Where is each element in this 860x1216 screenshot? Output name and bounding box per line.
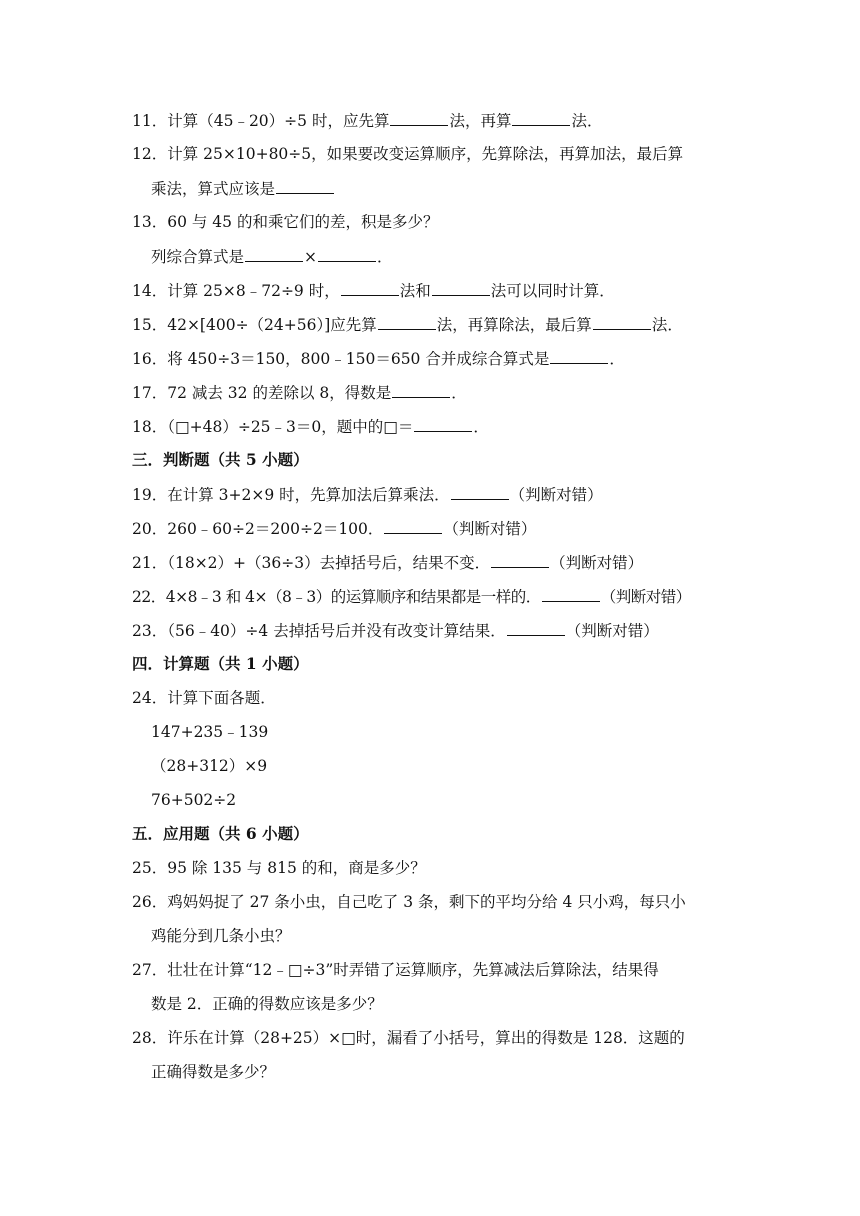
section-5-heading: 五．应用题（共 6 小题） [132, 824, 309, 843]
question-13-formula: 列综合算式是 × ． [151, 248, 393, 266]
answer-blank[interactable] [512, 110, 570, 126]
question-20: 20．260﹣60÷2＝200÷2＝100． （判断对错） [132, 520, 537, 538]
question-26-line2: 鸡能分到几条小虫？ [151, 927, 291, 945]
question-21: 21．（18×2）+（36÷3）去掉括号后，结果不变． （判断对错） [132, 554, 644, 572]
answer-blank[interactable] [318, 246, 376, 262]
question-16: 16．将 450÷3＝150，800﹣150＝650 合并成综合算式是 ． [132, 350, 625, 368]
question-28-line2: 正确得数是多少？ [151, 1063, 276, 1081]
answer-blank[interactable] [245, 246, 303, 262]
answer-blank[interactable] [414, 416, 472, 432]
answer-blank[interactable] [392, 382, 450, 398]
answer-blank[interactable] [593, 314, 651, 330]
question-14: 14．计算 25×8﹣72÷9 时， 法和 法可以同时计算． [132, 282, 615, 300]
question-28-line1: 28．许乐在计算（28+25）×□时，漏看了小括号，算出的得数是 128．这题的 [132, 1029, 685, 1047]
question-19: 19．在计算 3+2×9 时，先算加法后算乘法． （判断对错） [132, 486, 603, 504]
question-15: 15．42×[400÷（24+56）]应先算 法，再算除法，最后算 法． [132, 316, 683, 334]
question-22: 22．4×8﹣3 和 4×（8﹣3）的运算顺序和结果都是一样的． （判断对错） [132, 588, 691, 606]
answer-blank[interactable] [384, 518, 442, 534]
question-18: 18．（□+48）÷25﹣3＝0，题中的□＝ ． [132, 418, 489, 436]
answer-blank[interactable] [550, 348, 608, 364]
answer-blank[interactable] [432, 280, 490, 296]
question-27-line2: 数是 2．正确的得数应该是多少？ [151, 995, 383, 1013]
answer-blank[interactable] [378, 314, 436, 330]
expression-3: 76+502÷2 [151, 791, 237, 809]
answer-blank[interactable] [507, 620, 565, 636]
question-26-line1: 26．鸡妈妈捉了 27 条小虫，自己吃了 3 条，剩下的平均分给 4 只小鸡，每只小 [132, 893, 686, 911]
question-27-line1: 27．壮壮在计算“12﹣□÷3”时弄错了运算顺序，先算减法后算除法，结果得 [132, 961, 659, 979]
expression-1: 147+235﹣139 [151, 723, 269, 741]
question-11: 11．计算（45﹣20）÷5 时，应先算 法，再算 法． [132, 112, 603, 130]
answer-blank[interactable] [390, 110, 448, 126]
question-12-line1: 12．计算 25×10+80÷5，如果要改变运算顺序，先算除法，再算加法，最后算 [132, 145, 684, 163]
question-24: 24．计算下面各题． [132, 689, 276, 707]
question-13: 13．60 与 45 的和乘它们的差，积是多少？ [132, 213, 439, 231]
answer-blank[interactable] [451, 484, 509, 500]
section-4-heading: 四．计算题（共 1 小题） [132, 654, 309, 673]
question-17: 17．72 减去 32 的差除以 8，得数是 ． [132, 384, 467, 402]
section-3-heading: 三．判断题（共 5 小题） [132, 450, 309, 469]
question-25: 25．95 除 135 与 815 的和，商是多少？ [132, 859, 426, 877]
expression-2: （28+312）×9 [151, 757, 268, 775]
question-12-line2: 乘法，算式应该是 [151, 178, 335, 199]
answer-blank[interactable] [341, 280, 399, 296]
answer-blank[interactable] [276, 178, 334, 194]
answer-blank[interactable] [491, 552, 549, 568]
question-23: 23．（56﹣40）÷4 去掉括号后并没有改变计算结果． （判断对错） [132, 622, 659, 640]
answer-blank[interactable] [542, 586, 600, 602]
